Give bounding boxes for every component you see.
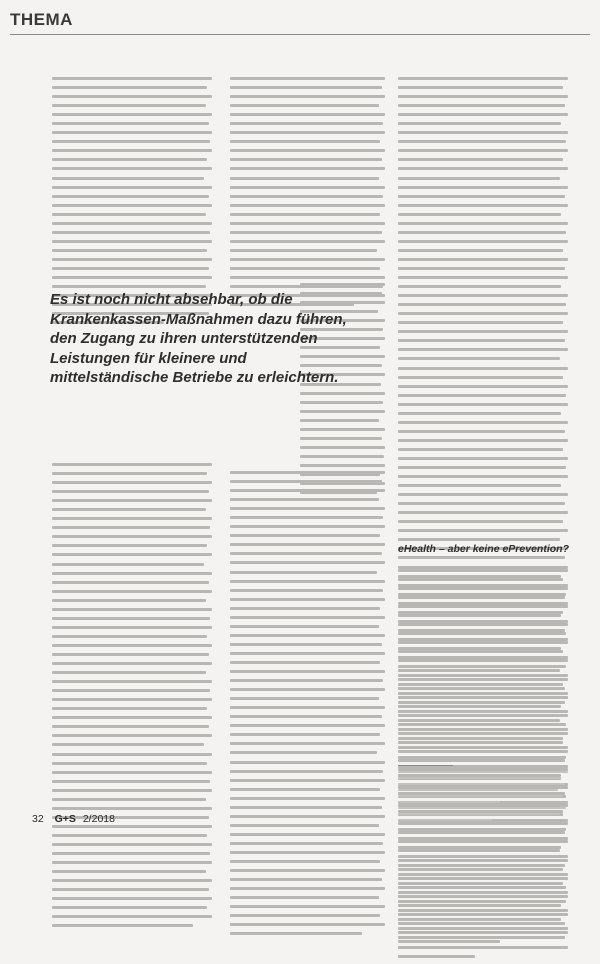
footnote-rule <box>398 765 453 766</box>
section-subheading: eHealth – aber keine ePrevention? <box>398 543 569 555</box>
column-2-upper-text <box>230 77 385 312</box>
header-rule <box>10 34 590 35</box>
footnotes <box>398 771 568 825</box>
section-label: THEMA <box>10 10 73 29</box>
publication-name: G+S <box>54 813 76 825</box>
column-3-lower-text <box>398 569 568 949</box>
page-footer <box>32 813 115 825</box>
page-number: 32 <box>32 813 44 825</box>
pull-quote: Es ist noch nicht absehbar, ob die Krankenkassen-Maßnahmen dazu führen, den Zugang zu ihren unterstützenden Leistungen für kleinere und mittelständische Betriebe zu erleichtern. <box>50 291 347 386</box>
column-1-lower-text <box>52 463 212 933</box>
column-2-lower-text <box>230 471 385 941</box>
issue-number: 2/2018 <box>82 813 115 825</box>
